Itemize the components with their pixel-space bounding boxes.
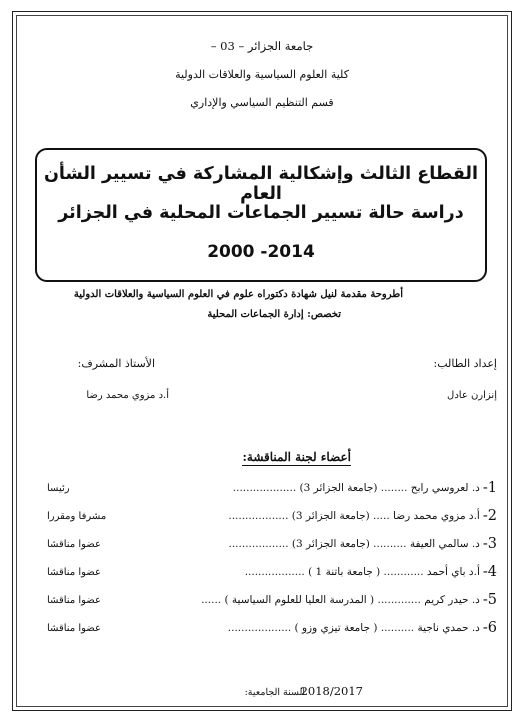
supervisor-label: الأستاذ المشرف: [77,357,155,370]
jury-member-number: 4- [482,564,497,580]
jury-member-number: 2- [482,508,497,524]
academic-year-label: السنة الجامعية: [244,687,305,698]
thesis-period: 2000 -2014 [207,242,315,262]
department-name: قسم التنظيم السياسي والإداري [190,96,334,109]
university-name: جامعة الجزائر – 03 – [210,39,314,53]
jury-member-role: عضوا مناقشا [47,594,101,606]
jury-title: أعضاء لجنة المناقشة: [242,450,351,464]
jury-member-role: عضوا مناقشا [47,622,101,634]
jury-list [47,474,497,642]
jury-member-details: د. حيدر كريم ............. ( المدرسة العليا للعلوم السياسية ) ...... [201,594,480,606]
jury-member-number: 5- [482,592,497,608]
student-label: إعداد الطالب: [433,357,497,370]
jury-member-role: مشرفا ومقررا [47,510,107,522]
jury-member-details: أ.د باي أحمد ............ ( جامعة باتنة 1 ) .................. [244,566,480,578]
supervisor-name: أ.د مزوي محمد رضا [86,390,169,401]
jury-member-row [47,530,497,558]
jury-member-role: عضوا مناقشا [47,538,101,550]
jury-member-number: 1- [482,480,497,496]
student-name: إنزارن عادل [447,390,497,401]
jury-member-details: د. حمدي ناجية .......... ( جامعة تيزي وزو ) ................... [227,622,480,634]
jury-member-details: أ.د مزوي محمد رضا ..... (جامعة الجزائر 3) .................. [228,510,480,522]
jury-member-role: عضوا مناقشا [47,566,101,578]
thesis-specialization: تخصص: إدارة الجماعات المحلية [207,309,341,320]
thesis-title-line-2: دراسة حالة تسيير الجماعات المحلية في الجزائر [58,203,464,223]
jury-member-row [47,614,497,642]
jury-member-details: د. لعروسي رابح ........ (جامعة الجزائر 3) ................... [232,482,480,494]
jury-member-row [47,502,497,530]
thesis-description: أطروحة مقدمة لنيل شهادة دكتوراه علوم في العلوم السياسية والعلاقات الدولية [73,289,403,300]
page-border [12,11,512,711]
jury-member-row [47,474,497,502]
academic-year: 2018/2017 [300,684,363,698]
thesis-title-box [35,148,487,282]
jury-member-row [47,586,497,614]
jury-member-role: رئيسا [47,482,70,494]
jury-member-row [47,558,497,586]
faculty-name: كلية العلوم السياسية والعلاقات الدولية [175,68,349,81]
thesis-title-line-1: القطاع الثالث وإشكالية المشاركة في تسيير الشأن العام [44,164,478,204]
jury-member-details: د. سالمي العيفة .......... (جامعة الجزائر 3) .................. [228,538,480,550]
jury-member-number: 3- [482,536,497,552]
jury-member-number: 6- [482,620,497,636]
